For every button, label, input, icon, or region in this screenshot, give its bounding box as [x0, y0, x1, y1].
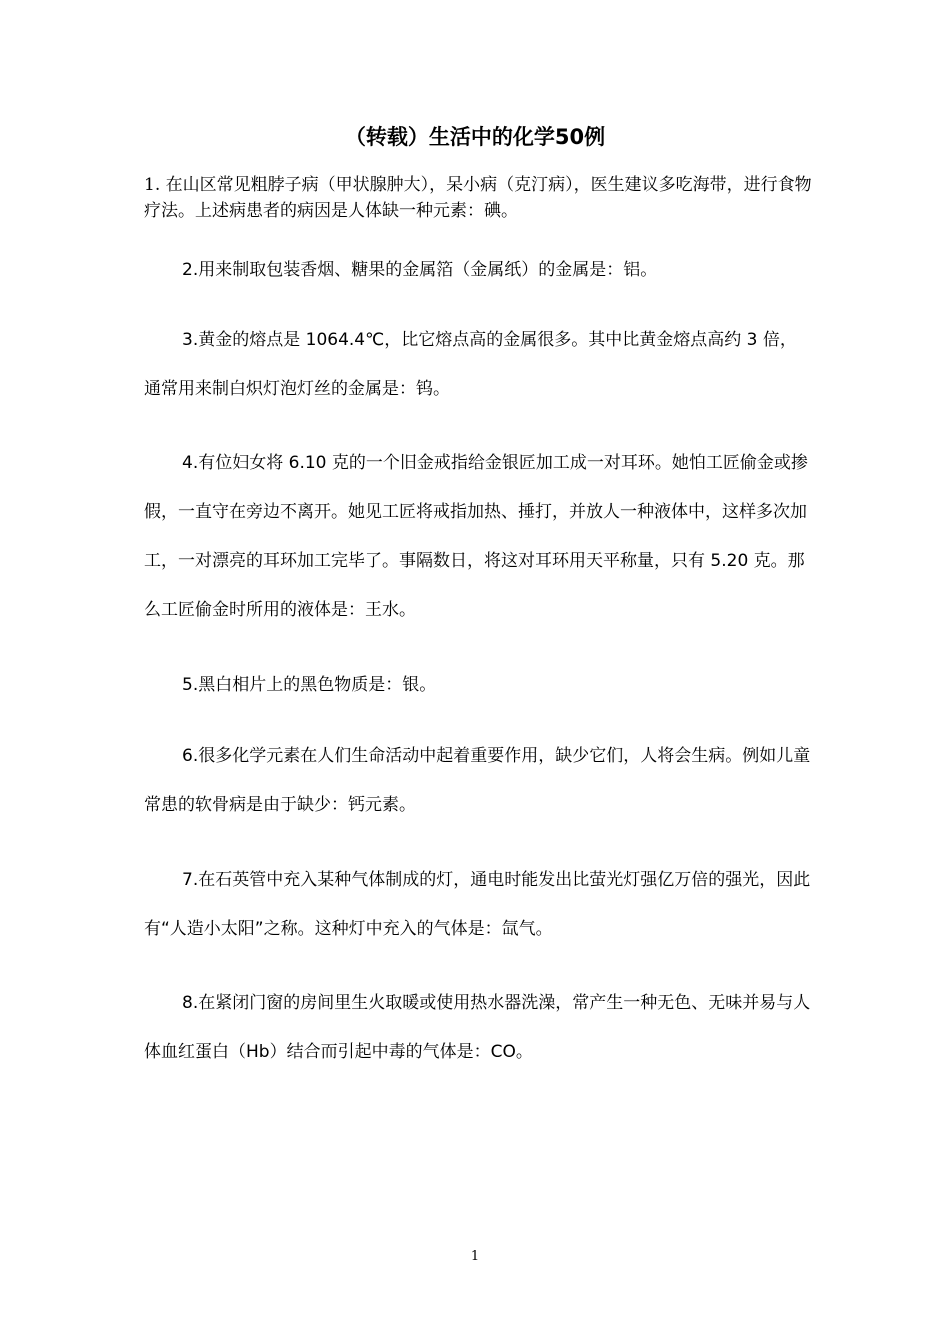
paragraph-1: 1. 在山区常见粗脖子病（甲状腺肿大），呆小病（克汀病），医生建议多吃海带，进行食物疗法。上述病患者的病因是人体缺一种元素：碘。	[144, 175, 812, 221]
paragraph-3: 3.黄金的熔点是 1064.4℃，比它熔点高的金属很多。其中比黄金熔点高约 3 倍，通常用来制白炽灯泡灯丝的金属是：钨。	[144, 330, 797, 399]
paragraph-5: 5.黑白相片上的黑色物质是：银。	[182, 675, 437, 695]
paragraph-8: 8.在紧闭门窗的房间里生火取暖或使用热水器洗澡，常产生一种无色、无味并易与人体血红蛋白（Hb）结合而引起中毒的气体是：CO。	[144, 993, 811, 1062]
page-number: 1	[470, 1249, 480, 1264]
paragraph-2: 2.用来制取包装香烟、糖果的金属箔（金属纸）的金属是：铝。	[182, 260, 658, 280]
paragraph-7: 7.在石英管中充入某种气体制成的灯，通电时能发出比萤光灯强亿万倍的强光，因此有“人造小太阳”之称。这种灯中充入的气体是：氙气。	[144, 870, 811, 939]
paragraph-6: 6.很多化学元素在人们生命活动中起着重要作用，缺少它们，人将会生病。例如儿童常患的软骨病是由于缺少：钙元素。	[144, 746, 811, 815]
document-title: （转载）生活中的化学50例	[344, 125, 606, 149]
paragraph-4: 4.有位妇女将 6.10 克的一个旧金戒指给金银匠加工成一对耳环。她怕工匠偷金或掺假，一直守在旁边不离开。她见工匠将戒指加热、捶打，并放人一种液体中，这样多次加工，一对漂亮的耳环加工完毕了。事隔数日，将这对耳环用天平称量，只有 5.20 克。那么工匠偷金时所用的液体是：王水。	[144, 453, 808, 620]
